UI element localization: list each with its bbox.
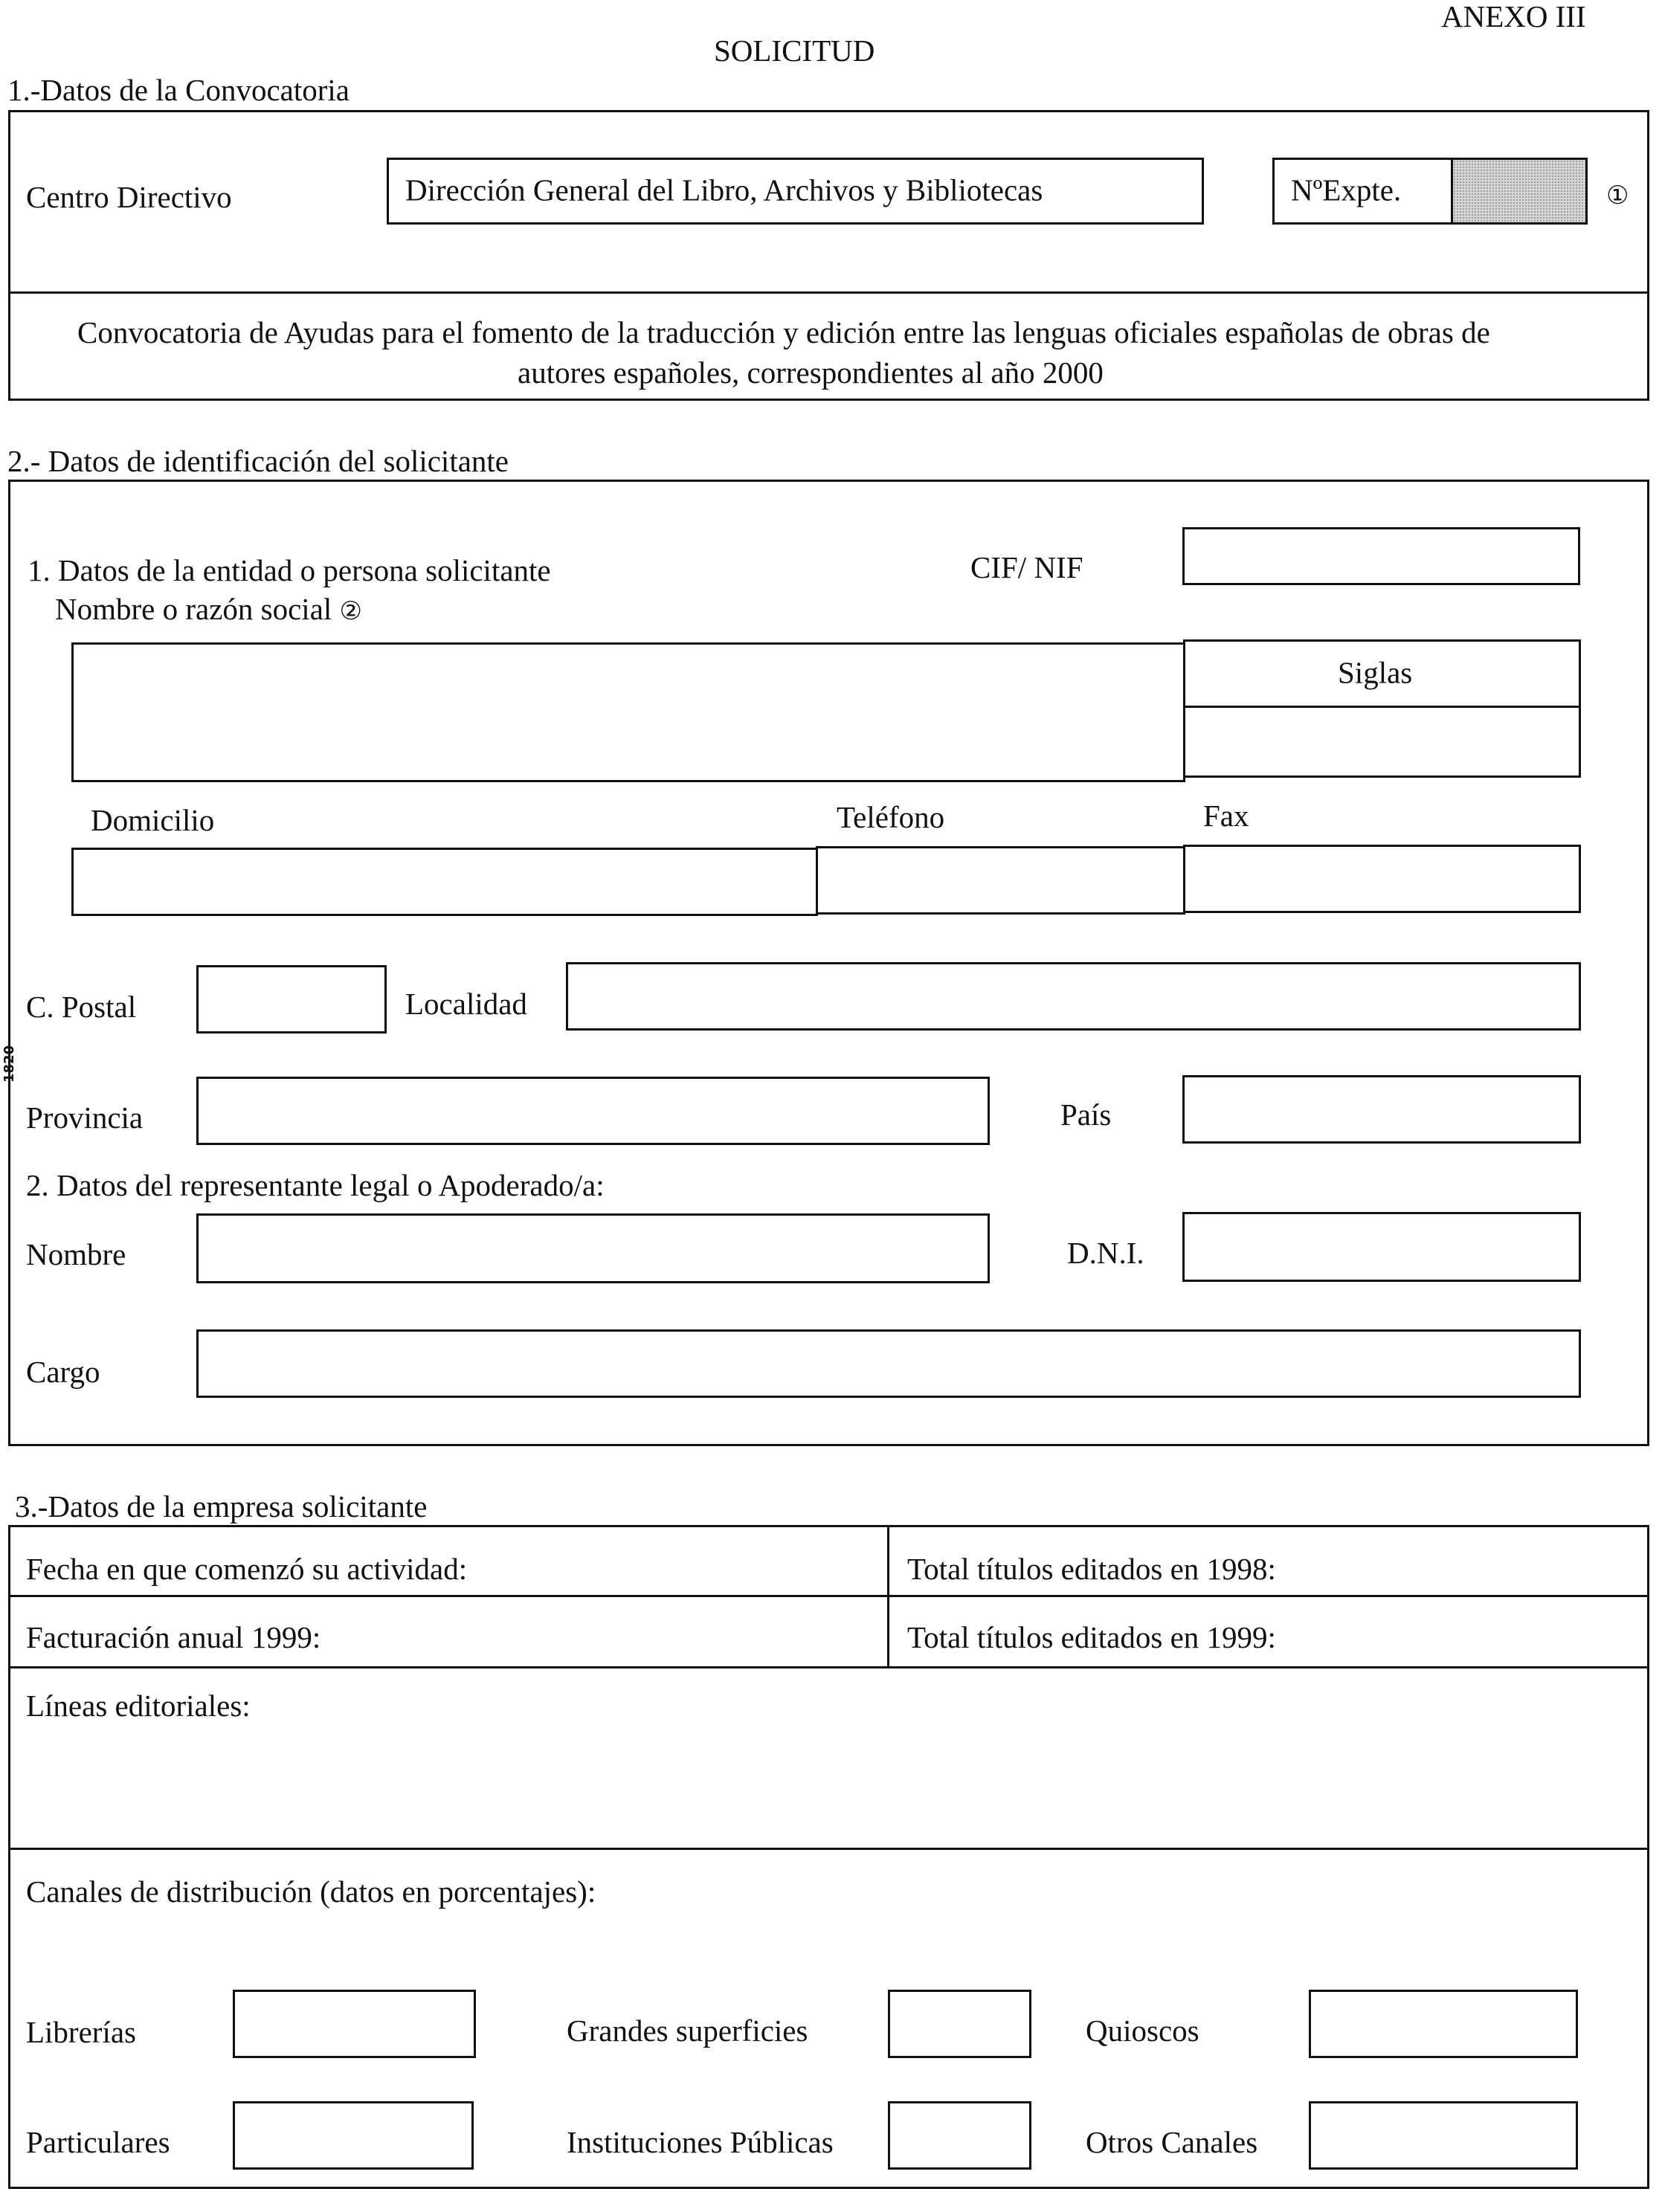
expediente-shaded-field [1453, 160, 1585, 222]
section3-row1-divider [8, 1595, 1649, 1597]
instituciones-publicas-field[interactable] [888, 2101, 1031, 2170]
localidad-label: Localidad [405, 987, 527, 1021]
otros-canales-label: Otros Canales [1086, 2125, 1258, 2159]
librerias-label: Librerías [26, 2015, 136, 2049]
pais-label: País [1060, 1097, 1112, 1132]
cif-nif-field[interactable] [1182, 527, 1580, 585]
fax-field[interactable] [1183, 845, 1581, 913]
quioscos-field[interactable] [1309, 1990, 1578, 2058]
nombre-razon-text: Nombre o razón social [55, 592, 332, 626]
entidad-subheading: 1. Datos de la entidad o persona solicitante [28, 553, 551, 587]
librerias-field[interactable] [233, 1990, 476, 2058]
cpostal-field[interactable] [196, 965, 387, 1034]
centro-directivo-field[interactable] [387, 158, 1204, 225]
cargo-label: Cargo [26, 1355, 100, 1389]
section3-row3-divider [8, 1848, 1649, 1850]
convocatoria-line-2: autores españoles, correspondientes al año 2000 [518, 355, 1104, 390]
titulos-1998-label: Total títulos editados en 1998: [907, 1552, 1276, 1586]
form-title: SOLICITUD [714, 33, 875, 68]
domicilio-field[interactable] [71, 848, 818, 916]
otros-canales-field[interactable] [1309, 2101, 1578, 2170]
section3-heading: 3.-Datos de la empresa solicitante [15, 1489, 428, 1523]
cpostal-label: C. Postal [26, 990, 137, 1024]
siglas-field[interactable] [1183, 706, 1581, 778]
dni-field[interactable] [1182, 1212, 1581, 1282]
provincia-label: Provincia [26, 1100, 144, 1135]
cif-nif-label: CIF/ NIF [970, 550, 1083, 584]
siglas-header-cell [1183, 639, 1581, 708]
lineas-editoriales-label: Líneas editoriales: [26, 1689, 251, 1723]
section1-heading: 1.-Datos de la Convocatoria [7, 73, 350, 107]
rep-nombre-label: Nombre [26, 1237, 126, 1271]
annex-label: ANEXO III [1441, 0, 1586, 33]
localidad-field[interactable] [566, 962, 1581, 1031]
canales-label: Canales de distribución (datos en porcentajes): [26, 1874, 596, 1909]
section2-heading: 2.- Datos de identificación del solicitante [7, 444, 509, 478]
grandes-superficies-field[interactable] [888, 1990, 1031, 2058]
convocatoria-line-1: Convocatoria de Ayudas para el fomento de la traducción y edición entre las lenguas oficiales españolas de obras de [77, 315, 1490, 349]
instituciones-publicas-label: Instituciones Públicas [567, 2125, 834, 2159]
nombre-razon-label [55, 594, 362, 625]
fax-label: Fax [1203, 799, 1249, 833]
dni-label: D.N.I. [1067, 1236, 1144, 1270]
nombre-razon-field[interactable] [71, 642, 1185, 782]
titulos-1999-label: Total títulos editados en 1999: [907, 1620, 1276, 1654]
rep-nombre-field[interactable] [196, 1213, 990, 1283]
centro-directivo-label: Centro Directivo [26, 180, 232, 214]
section3-row2-divider [8, 1666, 1649, 1668]
cargo-field[interactable] [196, 1329, 1581, 1398]
provincia-field[interactable] [196, 1077, 990, 1145]
expediente-box[interactable] [1272, 158, 1588, 225]
fecha-actividad-label: Fecha en que comenzó su actividad: [26, 1552, 468, 1586]
representante-subheading: 2. Datos del representante legal o Apoderado/a: [26, 1168, 605, 1202]
facturacion-label: Facturación anual 1999: [26, 1620, 321, 1654]
note-2-marker: ② [339, 596, 363, 626]
section1-divider [8, 291, 1649, 294]
particulares-field[interactable] [233, 2101, 474, 2170]
margin-page-mark: 1820 [1, 1045, 17, 1083]
pais-field[interactable] [1182, 1075, 1581, 1144]
siglas-label: Siglas [1338, 655, 1413, 690]
quioscos-label: Quioscos [1086, 2013, 1199, 2048]
telefono-field[interactable] [816, 846, 1185, 915]
centro-directivo-value: Dirección General del Libro, Archivos y Bibliotecas [405, 172, 1043, 207]
domicilio-label: Domicilio [91, 803, 215, 837]
particulares-label: Particulares [26, 2125, 170, 2159]
expediente-label: NºExpte. [1291, 172, 1402, 207]
note-1-marker: ① [1606, 181, 1629, 210]
grandes-superficies-label: Grandes superficies [567, 2013, 808, 2048]
section3-column-divider [887, 1525, 889, 1668]
telefono-label: Teléfono [837, 800, 945, 834]
